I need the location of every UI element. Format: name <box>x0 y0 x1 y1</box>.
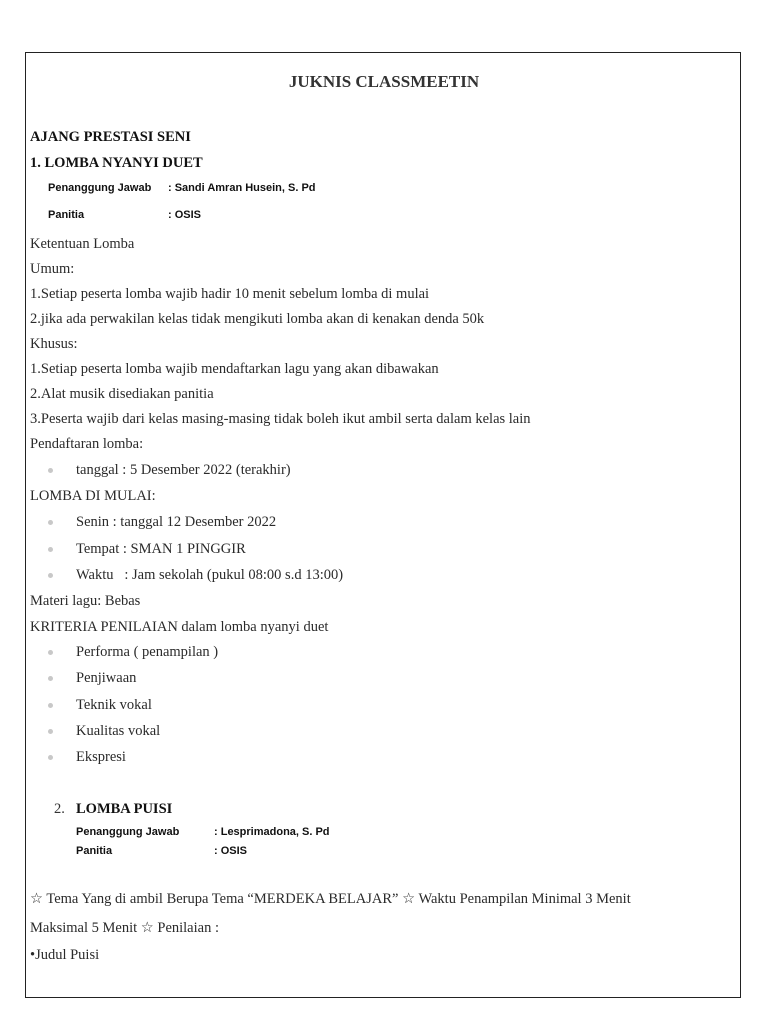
text-line: Pendaftaran lomba: <box>30 436 144 452</box>
section1-panitia-value: : OSIS <box>168 209 202 221</box>
list-item: Penjiwaan <box>76 670 137 686</box>
section2-panitia-value: : OSIS <box>214 845 248 857</box>
section2-pj-value: : Lesprimadona, S. Pd <box>214 826 330 838</box>
list-item: Kualitas vokal <box>76 723 161 739</box>
bullet-icon <box>48 729 53 734</box>
text-line: 3.Peserta wajib dari kelas masing-masing tidak boleh ikut ambil serta dalam kelas lain <box>30 411 531 427</box>
bullet-icon <box>48 468 53 473</box>
list-item: Teknik vokal <box>76 697 152 713</box>
list-item: Performa ( penampilan ) <box>76 644 219 660</box>
list-item: Senin : tanggal 12 Desember 2022 <box>76 514 277 530</box>
text-line: Umum: <box>30 261 75 277</box>
section2-number: 2. <box>54 801 65 817</box>
bullet-icon <box>48 676 53 681</box>
list-item: Waktu : Jam sekolah (pukul 08:00 s.d 13:00) <box>76 567 344 583</box>
kriteria-label: KRITERIA PENILAIAN dalam lomba nyanyi duet <box>30 619 329 635</box>
bullet-icon <box>48 650 53 655</box>
mulai-label: LOMBA DI MULAI: <box>30 488 156 504</box>
bullet-icon <box>48 755 53 760</box>
list-item: Ekspresi <box>76 749 126 765</box>
section1-panitia-label: Panitia <box>48 209 85 221</box>
bullet-icon <box>48 573 53 578</box>
bullet-icon <box>48 547 53 552</box>
list-item: tanggal : 5 Desember 2022 (terakhir) <box>76 462 291 478</box>
text-line: 1.Setiap peserta lomba wajib mendaftarkan lagu yang akan dibawakan <box>30 361 439 377</box>
bullet-icon <box>48 703 53 708</box>
text-line: ☆ Tema Yang di ambil Berupa Tema “MERDEKA BELAJAR” ☆ Waktu Penampilan Minimal 3 Menit <box>30 891 631 907</box>
section1-pj-label: Penanggung Jawab <box>48 182 152 194</box>
category-heading: AJANG PRESTASI SENI <box>30 129 191 145</box>
section2-pj-label: Penanggung Jawab <box>76 826 180 838</box>
section1-heading: 1. LOMBA NYANYI DUET <box>30 155 203 171</box>
document-title: JUKNIS CLASSMEETIN <box>288 72 480 91</box>
materi-line: Materi lagu: Bebas <box>30 593 141 609</box>
text-line: 2.jika ada perwakilan kelas tidak mengikuti lomba akan di kenakan denda 50k <box>30 311 485 327</box>
text-line: •Judul Puisi <box>30 947 100 963</box>
section1-pj-value: : Sandi Amran Husein, S. Pd <box>168 182 316 194</box>
text-line: Khusus: <box>30 336 78 352</box>
section2-panitia-label: Panitia <box>76 845 113 857</box>
text-line: Maksimal 5 Menit ☆ Penilaian : <box>30 920 219 936</box>
list-item: Tempat : SMAN 1 PINGGIR <box>76 541 246 557</box>
bullet-icon <box>48 520 53 525</box>
text-line: 2.Alat musik disediakan panitia <box>30 386 214 402</box>
section2-heading: LOMBA PUISI <box>76 801 173 817</box>
text-line: Ketentuan Lomba <box>30 236 135 252</box>
text-line: 1.Setiap peserta lomba wajib hadir 10 menit sebelum lomba di mulai <box>30 286 430 302</box>
